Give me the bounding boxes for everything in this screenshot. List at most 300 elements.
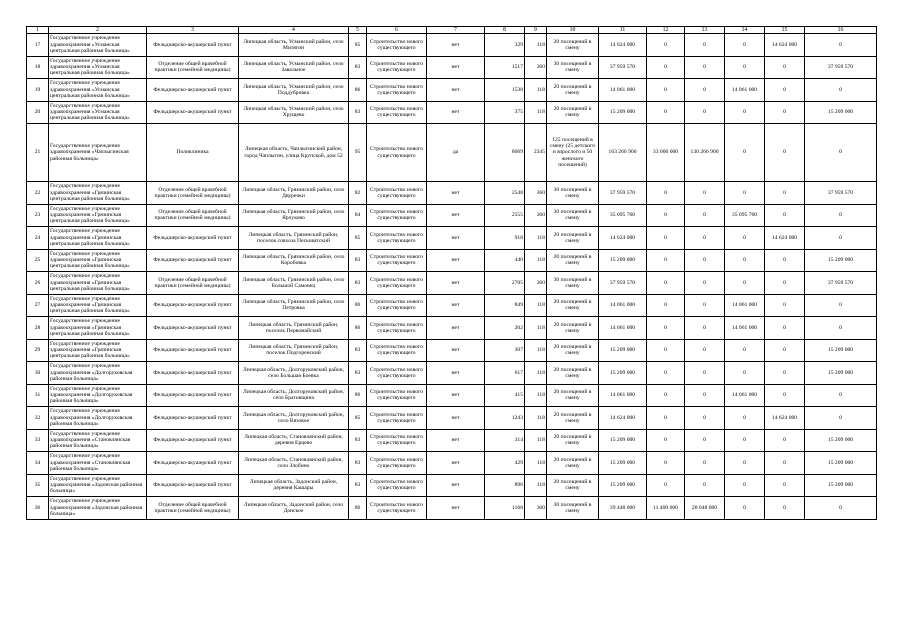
cell-cost-2023: 0 (805, 317, 877, 340)
cell-population: 2705 (485, 272, 525, 295)
cell-total-cost: 39 448 000 (599, 497, 647, 520)
cell-total-cost: 15 209 000 (599, 362, 647, 385)
cell-address: Липецкая область, Грязинский район, село Коробовка (239, 249, 349, 272)
cell-cost-2022: 0 (765, 101, 805, 124)
cell-capacity: 20 посещений в смену (547, 339, 599, 362)
table-row (27, 362, 877, 385)
cell-total-cost: 15 209 000 (599, 429, 647, 452)
cell-cell-5: 85 (349, 407, 367, 430)
cell-area: 360 (525, 204, 547, 227)
cell-area: 2345 (525, 124, 547, 182)
cell-population: 307 (485, 339, 525, 362)
cell-area: 360 (525, 272, 547, 295)
cell-cost-2021: 0 (725, 452, 765, 475)
cell-row-number: 27 (27, 294, 49, 317)
column-header: 3 (147, 27, 239, 34)
cell-total-cost: 14 061 000 (599, 384, 647, 407)
cell-institution: Государственное учреждение здравоохранения «Становлянская районная больница» (49, 452, 147, 475)
cell-cost-2023: 0 (805, 294, 877, 317)
cell-population: 896 (485, 474, 525, 497)
cell-row-number: 30 (27, 362, 49, 385)
cell-row-number: 29 (27, 339, 49, 362)
cell-cost-2023: 15 209 000 (805, 429, 877, 452)
table-row (27, 474, 877, 497)
cell-area: 118 (525, 227, 547, 250)
table-row (27, 79, 877, 102)
cell-cell-5: 83 (349, 362, 367, 385)
cell-cost-2019: 0 (647, 294, 685, 317)
cell-cost-2023: 15 209 000 (805, 362, 877, 385)
cell-cell-5: 83 (349, 272, 367, 295)
cell-facility-type: Фельдшерско-акушерский пункт (147, 317, 239, 340)
cell-capacity: 20 посещений в смену (547, 227, 599, 250)
table-row (27, 227, 877, 250)
cell-capacity: 30 посещений в смену (547, 497, 599, 520)
cell-population: 2555 (485, 204, 525, 227)
cell-facility-type: Фельдшерско-акушерский пункт (147, 452, 239, 475)
cell-row-number: 20 (27, 101, 49, 124)
cell-cell-5: 86 (349, 294, 367, 317)
cell-area: 118 (525, 79, 547, 102)
cell-cost-2019: 0 (647, 407, 685, 430)
cell-capacity: 20 посещений в смену (547, 34, 599, 57)
cell-cost-2019: 0 (647, 79, 685, 102)
cell-cost-2019: 0 (647, 272, 685, 295)
table-row (27, 34, 877, 57)
cell-total-cost: 163 266 900 (599, 124, 647, 182)
cell-cost-2020: 0 (685, 384, 725, 407)
cell-institution: Государственное учреждение здравоохранения «Долгоруковская районная больница» (49, 384, 147, 407)
cell-cost-2019: 0 (647, 249, 685, 272)
cell-address: Липецкая область, Усманский район, село Поддубровка (239, 79, 349, 102)
cell-cell-7: нет (427, 339, 485, 362)
cell-address: Липецкая область, Становлянский район, деревня Ерцево (239, 429, 349, 452)
cell-facility-type: Отделение общей врачебной практики (семейной медицины) (147, 272, 239, 295)
column-header: 14 (725, 27, 765, 34)
cell-cost-2022: 0 (765, 452, 805, 475)
cell-area: 118 (525, 384, 547, 407)
cell-institution: Государственное учреждение здравоохранения «Усманская центральная районная больница» (49, 34, 147, 57)
cell-row-number: 31 (27, 384, 49, 407)
header-row (27, 27, 877, 34)
cell-cost-2020: 0 (685, 339, 725, 362)
cell-row-number: 17 (27, 34, 49, 57)
cell-cost-2020: 28 048 000 (685, 497, 725, 520)
cell-cell-7: нет (427, 227, 485, 250)
cell-cost-2022: 0 (765, 249, 805, 272)
cell-cost-2022: 0 (765, 56, 805, 79)
cell-population: 8069 (485, 124, 525, 182)
cell-area: 118 (525, 317, 547, 340)
cell-facility-type: Фельдшерско-акушерский пункт (147, 339, 239, 362)
cell-construction-type: Строительство нового существующего (367, 317, 427, 340)
column-header: 12 (647, 27, 685, 34)
cell-capacity: 20 посещений в смену (547, 79, 599, 102)
table-row (27, 384, 877, 407)
cell-cost-2023: 15 209 000 (805, 249, 877, 272)
cell-cost-2019: 0 (647, 34, 685, 57)
cell-total-cost: 37 959 570 (599, 182, 647, 205)
cell-construction-type: Строительство нового существующего (367, 249, 427, 272)
cell-cost-2020: 0 (685, 317, 725, 340)
cell-area: 118 (525, 362, 547, 385)
cell-population: 918 (485, 227, 525, 250)
cell-address: Липецкая область, Грязинский район, село Петровка (239, 294, 349, 317)
cell-facility-type: Отделение общей врачебной практики (семейной медицины) (147, 56, 239, 79)
cell-facility-type: Фельдшерско-акушерский пункт (147, 407, 239, 430)
cell-construction-type: Строительство нового существующего (367, 497, 427, 520)
cell-construction-type: Строительство нового существующего (367, 429, 427, 452)
cell-facility-type: Фельдшерско-акушерский пункт (147, 384, 239, 407)
cell-cell-7: нет (427, 474, 485, 497)
cell-cell-5: 83 (349, 452, 367, 475)
table-row (27, 56, 877, 79)
cell-institution: Государственное учреждение здравоохранения «Грязинская центральная районная больница» (49, 204, 147, 227)
cell-construction-type: Строительство нового существующего (367, 339, 427, 362)
cell-cost-2022: 0 (765, 204, 805, 227)
cell-cost-2021: 14 061 000 (725, 79, 765, 102)
cell-row-number: 35 (27, 474, 49, 497)
cell-cost-2020: 0 (685, 79, 725, 102)
table-row (27, 429, 877, 452)
column-header: 1 (27, 27, 49, 34)
cell-cost-2020: 0 (685, 407, 725, 430)
cell-institution: Государственное учреждение здравоохранения «Грязинская центральная районная больница» (49, 249, 147, 272)
table-row (27, 272, 877, 295)
cell-cell-7: нет (427, 182, 485, 205)
cell-cost-2023: 0 (805, 204, 877, 227)
cell-cost-2022: 14 624 000 (765, 407, 805, 430)
cell-cost-2021: 0 (725, 182, 765, 205)
cell-address: Липецкая область, Грязинский район, поселок Первомайский (239, 317, 349, 340)
cell-row-number: 26 (27, 272, 49, 295)
cell-cost-2022: 0 (765, 339, 805, 362)
cell-cell-7: нет (427, 34, 485, 57)
cell-total-cost: 37 959 570 (599, 56, 647, 79)
cell-row-number: 18 (27, 56, 49, 79)
cell-institution: Государственное учреждение здравоохранения «Усманская центральная районная больница» (49, 79, 147, 102)
cell-address: Липецкая область, Грязинский район, село Большой Самовец (239, 272, 349, 295)
cell-cost-2020: 0 (685, 429, 725, 452)
cell-capacity: 20 посещений в смену (547, 474, 599, 497)
cell-institution: Государственное учреждение здравоохранения «Грязинская центральная районная больница» (49, 339, 147, 362)
cell-cost-2023: 0 (805, 79, 877, 102)
cell-address: Липецкая область, Задонский район, село Донское (239, 497, 349, 520)
cell-population: 1517 (485, 56, 525, 79)
cell-population: 202 (485, 317, 525, 340)
cell-total-cost: 14 624 000 (599, 407, 647, 430)
cell-cost-2022: 0 (765, 362, 805, 385)
cell-cost-2020: 0 (685, 56, 725, 79)
cell-construction-type: Строительство нового существующего (367, 34, 427, 57)
cell-cell-7: нет (427, 407, 485, 430)
cell-facility-type: Фельдшерско-акушерский пункт (147, 294, 239, 317)
cell-capacity: 20 посещений в смену (547, 362, 599, 385)
cell-facility-type: Отделение общей врачебной практики (семейной медицины) (147, 497, 239, 520)
cell-construction-type: Строительство нового существующего (367, 56, 427, 79)
cell-cost-2020: 0 (685, 474, 725, 497)
cell-institution: Государственное учреждение здравоохранения «Задонская районная больница» (49, 497, 147, 520)
cell-cost-2021: 35 095 760 (725, 204, 765, 227)
cell-institution: Государственное учреждение здравоохранения «Долгоруковская районная больница» (49, 407, 147, 430)
cell-cost-2022: 14 624 000 (765, 227, 805, 250)
cell-facility-type: Фельдшерско-акушерский пункт (147, 79, 239, 102)
cell-institution: Государственное учреждение здравоохранения «Становлянская районная больница» (49, 429, 147, 452)
cell-population: 429 (485, 452, 525, 475)
cell-cell-5: 83 (349, 339, 367, 362)
cell-row-number: 24 (27, 227, 49, 250)
cell-construction-type: Строительство нового существующего (367, 452, 427, 475)
cell-cost-2023: 0 (805, 384, 877, 407)
cell-cost-2020: 0 (685, 362, 725, 385)
cell-construction-type: Строительство нового существующего (367, 407, 427, 430)
cell-cost-2022: 0 (765, 429, 805, 452)
cell-facility-type: Отделение общей врачебной практики (семейной медицины) (147, 204, 239, 227)
cell-population: 617 (485, 362, 525, 385)
cell-institution: Государственное учреждение здравоохранения «Усманская центральная районная больница» (49, 56, 147, 79)
column-header: 9 (525, 27, 547, 34)
cell-address: Липецкая область, Усманский район, село Хрущево (239, 101, 349, 124)
cell-cell-7: нет (427, 249, 485, 272)
cell-construction-type: Строительство нового существующего (367, 124, 427, 182)
cell-cost-2023: 0 (805, 407, 877, 430)
cell-cell-7: нет (427, 294, 485, 317)
cell-address: Липецкая область, Усманский район, село Митягин (239, 34, 349, 57)
cell-cost-2019: 11 400 000 (647, 497, 685, 520)
cell-cost-2021: 14 061 000 (725, 317, 765, 340)
table-row (27, 249, 877, 272)
cell-capacity: 20 посещений в смену (547, 429, 599, 452)
cell-cost-2023: 37 959 570 (805, 56, 877, 79)
cell-cost-2020: 0 (685, 101, 725, 124)
cell-cost-2019: 0 (647, 452, 685, 475)
cell-construction-type: Строительство нового существующего (367, 101, 427, 124)
cell-cost-2023: 15 209 000 (805, 101, 877, 124)
cell-address: Липецкая область, Чаплыгинский район, город Чаплыгин, улица Крупской, дом 52 (239, 124, 349, 182)
cell-institution: Государственное учреждение здравоохранения «Грязинская центральная районная больница» (49, 227, 147, 250)
cell-cost-2021: 0 (725, 429, 765, 452)
cell-address: Липецкая область, Становлянский район, село Злобино (239, 452, 349, 475)
cell-cost-2021: 0 (725, 272, 765, 295)
cell-cell-7: нет (427, 101, 485, 124)
cell-cell-5: 85 (349, 34, 367, 57)
facilities-table (26, 26, 877, 520)
cell-construction-type: Строительство нового существующего (367, 182, 427, 205)
cell-facility-type: Фельдшерско-акушерский пункт (147, 474, 239, 497)
table-row (27, 317, 877, 340)
cell-address: Липецкая область, Грязинский район, поселок совхоза Песковатский (239, 227, 349, 250)
cell-facility-type: Отделение общей врачебной практики (семейной медицины) (147, 182, 239, 205)
cell-total-cost: 15 209 000 (599, 474, 647, 497)
cell-total-cost: 15 209 000 (599, 101, 647, 124)
cell-cell-5: 86 (349, 497, 367, 520)
cell-capacity: 20 посещений в смену (547, 452, 599, 475)
cell-cost-2019: 0 (647, 101, 685, 124)
cell-population: 1168 (485, 497, 525, 520)
cell-capacity: 30 посещений в смену (547, 272, 599, 295)
cell-cost-2021: 0 (725, 339, 765, 362)
cell-address: Липецкая область, Грязинский район, село Ярлуково (239, 204, 349, 227)
cell-area: 118 (525, 474, 547, 497)
cell-cell-5: 84 (349, 204, 367, 227)
cell-capacity: 20 посещений в смену (547, 407, 599, 430)
cell-construction-type: Строительство нового существующего (367, 384, 427, 407)
cell-area: 118 (525, 452, 547, 475)
cell-cost-2021: 14 061 000 (725, 384, 765, 407)
cell-row-number: 23 (27, 204, 49, 227)
column-header: 6 (367, 27, 427, 34)
cell-cost-2020: 130 266 900 (685, 124, 725, 182)
table-row (27, 497, 877, 520)
cell-cell-7: нет (427, 452, 485, 475)
cell-row-number: 25 (27, 249, 49, 272)
cell-cell-7: нет (427, 204, 485, 227)
cell-cost-2022: 0 (765, 182, 805, 205)
cell-cost-2020: 0 (685, 452, 725, 475)
cell-cost-2023: 15 209 000 (805, 474, 877, 497)
cell-total-cost: 35 095 760 (599, 204, 647, 227)
cell-cost-2022: 14 624 000 (765, 34, 805, 57)
cell-construction-type: Строительство нового существующего (367, 227, 427, 250)
cell-cell-5: 83 (349, 474, 367, 497)
cell-cell-5: 85 (349, 227, 367, 250)
cell-facility-type: Фельдшерско-акушерский пункт (147, 101, 239, 124)
cell-address: Липецкая область, Долгоруковский район, село Братовщина (239, 384, 349, 407)
cell-cost-2020: 0 (685, 227, 725, 250)
cell-population: 329 (485, 34, 525, 57)
cell-capacity: 20 посещений в смену (547, 249, 599, 272)
cell-cost-2021: 0 (725, 34, 765, 57)
cell-cost-2023: 37 959 570 (805, 272, 877, 295)
column-header: 4 (239, 27, 349, 34)
cell-row-number: 28 (27, 317, 49, 340)
cell-cost-2020: 0 (685, 182, 725, 205)
cell-construction-type: Строительство нового существующего (367, 79, 427, 102)
cell-cost-2021: 0 (725, 497, 765, 520)
cell-cost-2023: 0 (805, 227, 877, 250)
cell-population: 440 (485, 249, 525, 272)
cell-cost-2022: 0 (765, 384, 805, 407)
cell-cost-2021: 0 (725, 407, 765, 430)
cell-population: 415 (485, 384, 525, 407)
cell-cost-2020: 0 (685, 249, 725, 272)
cell-cost-2019: 0 (647, 317, 685, 340)
cell-cost-2019: 0 (647, 362, 685, 385)
cell-area: 360 (525, 497, 547, 520)
cell-facility-type: Фельдшерско-акушерский пункт (147, 429, 239, 452)
cell-cost-2021: 0 (725, 362, 765, 385)
cell-institution: Государственное учреждение здравоохранения «Долгоруковская районная больница» (49, 362, 147, 385)
table-row (27, 339, 877, 362)
table-body (27, 27, 877, 520)
cell-institution: Государственное учреждение здравоохранения «Грязинская центральная районная больница» (49, 182, 147, 205)
cell-cost-2019: 33 000 000 (647, 124, 685, 182)
cell-area: 118 (525, 101, 547, 124)
cell-cost-2021: 14 061 000 (725, 294, 765, 317)
column-header: 10 (547, 27, 599, 34)
cell-total-cost: 14 624 000 (599, 34, 647, 57)
cell-institution: Государственное учреждение здравоохранения «Усманская центральная районная больница» (49, 101, 147, 124)
cell-cost-2022: 0 (765, 79, 805, 102)
cell-cost-2019: 0 (647, 384, 685, 407)
cell-total-cost: 14 061 000 (599, 79, 647, 102)
cell-row-number: 21 (27, 124, 49, 182)
cell-total-cost: 14 624 000 (599, 227, 647, 250)
column-header: 13 (685, 27, 725, 34)
cell-capacity: 125 посещений в смену (25 детского и взрослого и 50 женского посещений) (547, 124, 599, 182)
cell-cost-2022: 0 (765, 474, 805, 497)
column-header: 7 (427, 27, 485, 34)
table-row (27, 101, 877, 124)
cell-construction-type: Строительство нового существующего (367, 272, 427, 295)
cell-cell-7: да (427, 124, 485, 182)
cell-cost-2023: 0 (805, 497, 877, 520)
cell-cost-2022: 0 (765, 272, 805, 295)
cell-capacity: 30 посещений в смену (547, 204, 599, 227)
cell-population: 2548 (485, 182, 525, 205)
cell-institution: Государственное учреждение здравоохранения «Грязинская центральная районная больница» (49, 272, 147, 295)
cell-construction-type: Строительство нового существующего (367, 204, 427, 227)
cell-cell-5: 83 (349, 249, 367, 272)
cell-cost-2019: 0 (647, 227, 685, 250)
cell-row-number: 36 (27, 497, 49, 520)
cell-area: 118 (525, 429, 547, 452)
cell-facility-type: Фельдшерско-акушерский пункт (147, 249, 239, 272)
cell-cost-2019: 0 (647, 56, 685, 79)
cell-cell-5: 86 (349, 317, 367, 340)
cell-area: 360 (525, 56, 547, 79)
cell-cost-2019: 0 (647, 474, 685, 497)
cell-address: Липецкая область, Долгоруковский район, село Большая Боевка (239, 362, 349, 385)
table-row (27, 407, 877, 430)
cell-cost-2022: 0 (765, 497, 805, 520)
cell-total-cost: 15 209 000 (599, 339, 647, 362)
table-row (27, 182, 877, 205)
cell-institution: Государственное учреждение здравоохранения «Задонская районная больница» (49, 474, 147, 497)
cell-cost-2019: 0 (647, 429, 685, 452)
cell-cell-7: нет (427, 429, 485, 452)
cell-area: 360 (525, 182, 547, 205)
cell-cost-2019: 0 (647, 182, 685, 205)
cell-total-cost: 37 959 570 (599, 272, 647, 295)
cell-cost-2023: 37 959 570 (805, 182, 877, 205)
cell-capacity: 30 посещений в смену (547, 56, 599, 79)
cell-cell-5: 86 (349, 79, 367, 102)
cell-cell-5: 82 (349, 182, 367, 205)
cell-address: Липецкая область, Грязинский район, село Двуречки (239, 182, 349, 205)
cell-cost-2019: 0 (647, 204, 685, 227)
column-header: 2 (49, 27, 147, 34)
cell-cost-2021: 0 (725, 101, 765, 124)
cell-capacity: 30 посещений в смену (547, 182, 599, 205)
column-header: 11 (599, 27, 647, 34)
cell-institution: Государственное учреждение здравоохранения «Чаплыгинская районная больница» (49, 124, 147, 182)
cell-area: 118 (525, 249, 547, 272)
cell-cost-2023: 0 (805, 124, 877, 182)
cell-cell-5: 95 (349, 124, 367, 182)
cell-cost-2022: 0 (765, 317, 805, 340)
cell-cost-2019: 0 (647, 339, 685, 362)
cell-address: Липецкая область, Грязинский район, поселок Подгоренский (239, 339, 349, 362)
cell-construction-type: Строительство нового существующего (367, 362, 427, 385)
cell-capacity: 20 посещений в смену (547, 294, 599, 317)
cell-cost-2021: 0 (725, 227, 765, 250)
cell-cell-7: нет (427, 384, 485, 407)
cell-cost-2023: 15 209 000 (805, 452, 877, 475)
cell-cost-2023: 0 (805, 34, 877, 57)
cell-cell-5: 86 (349, 384, 367, 407)
cell-area: 118 (525, 294, 547, 317)
